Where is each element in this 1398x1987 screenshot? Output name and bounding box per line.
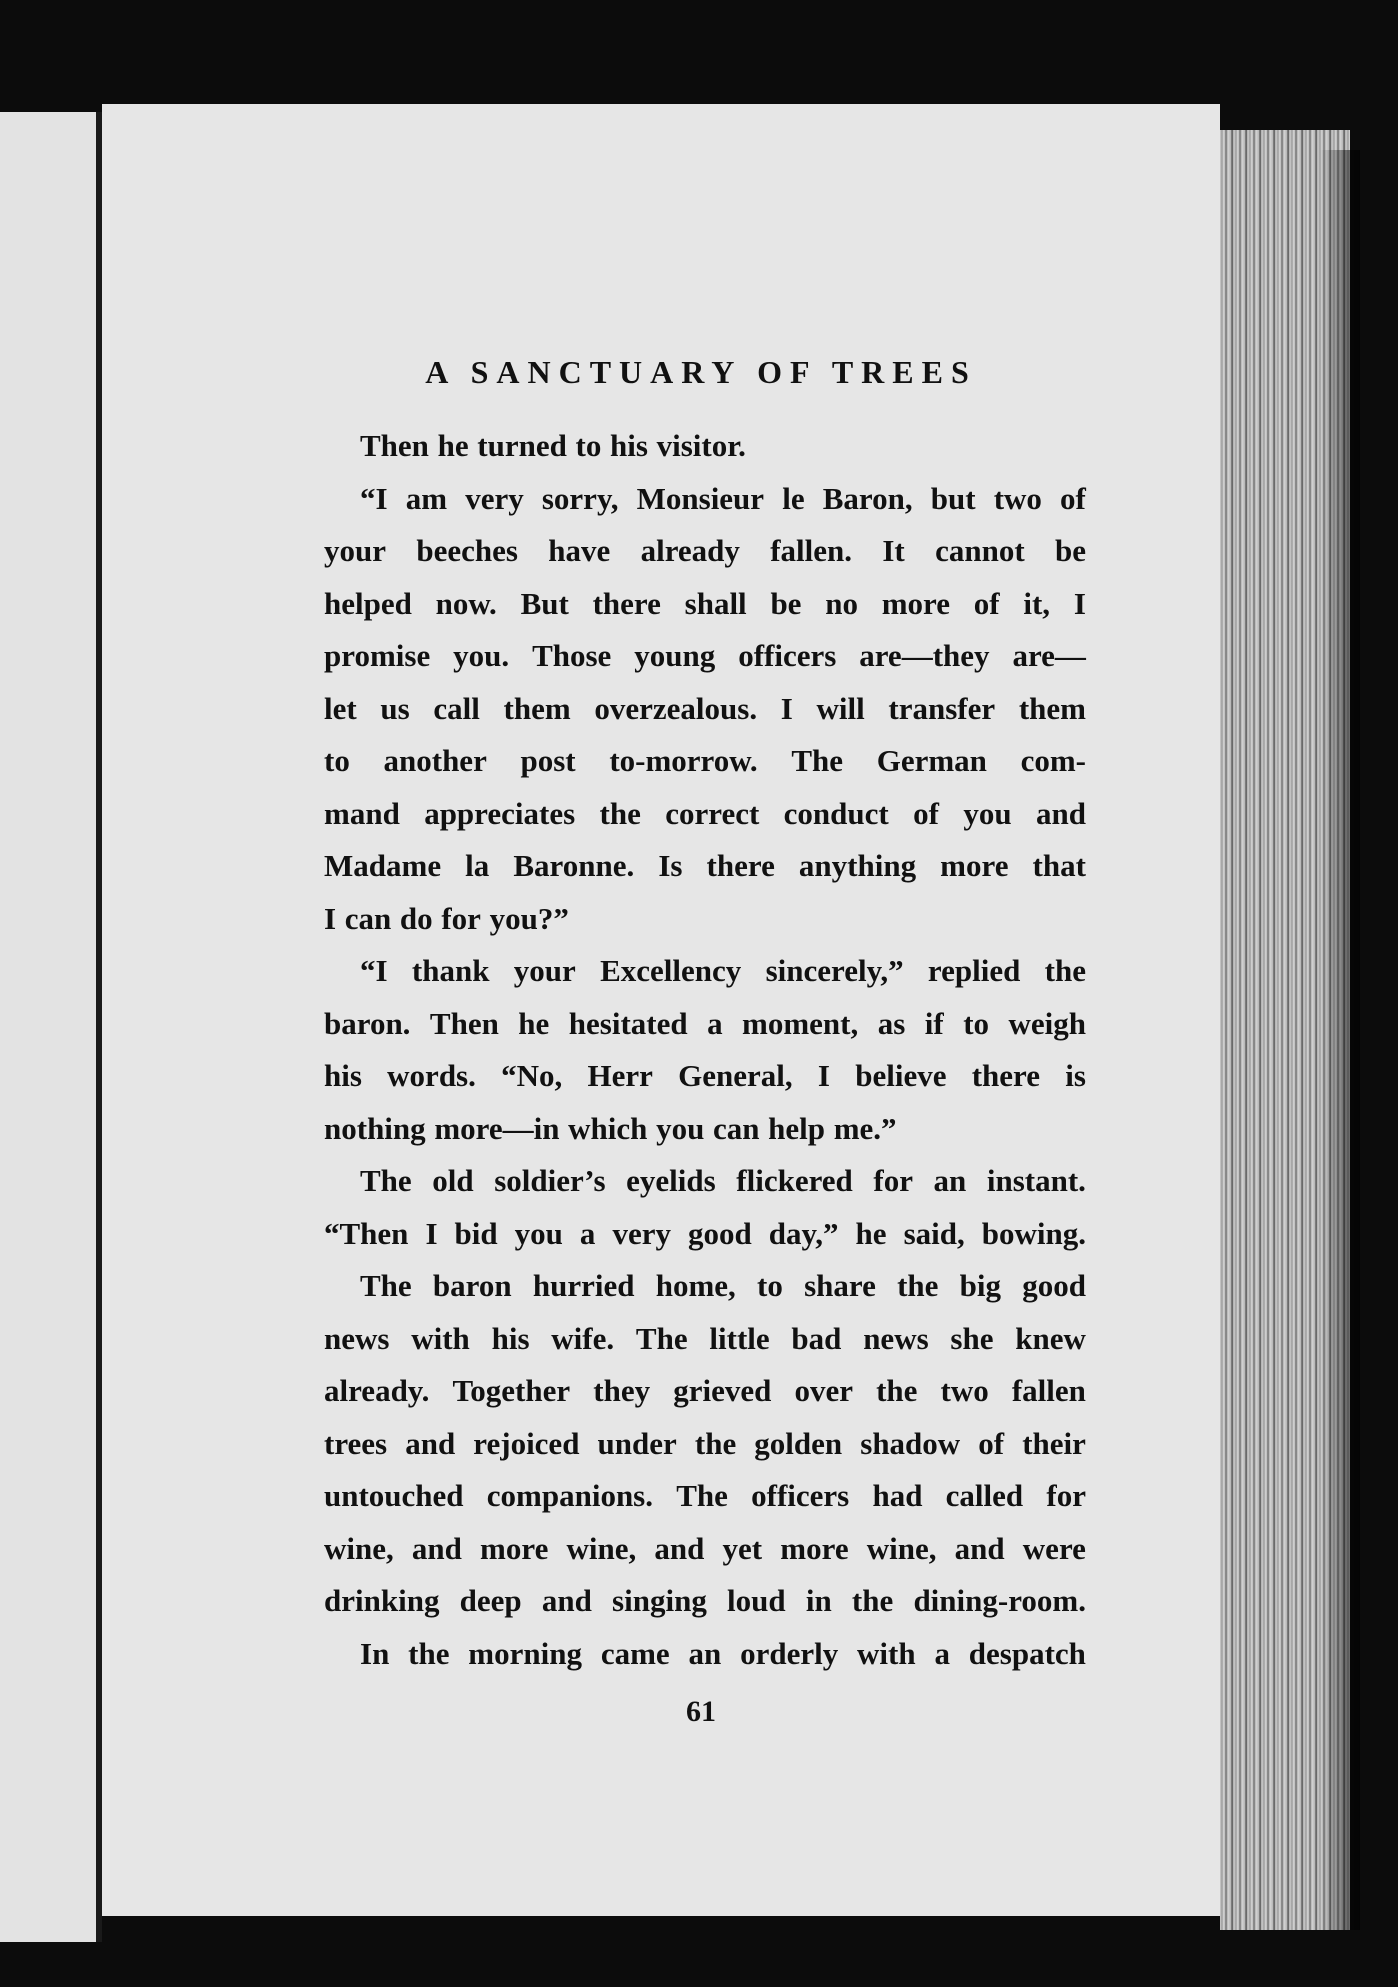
text-line: “I thank your Excellency sincerely,” replied the [360, 953, 1086, 988]
body-text [324, 420, 1086, 1680]
text-line: Madame la Baronne. Is there anything more that [324, 848, 1086, 883]
text-line: nothing more—in which you can help me.” [324, 1110, 897, 1146]
text-line: his words. “No, Herr General, I believe there is [324, 1058, 1086, 1093]
text-line: “I am very sorry, Monsieur le Baron, but two of [360, 480, 1086, 516]
text-line: news with his wife. The little bad news she knew [324, 1320, 1086, 1356]
page-number: 61 [686, 1695, 716, 1728]
text-line: In the morning came an orderly with a despatch [360, 1635, 1086, 1671]
text-line: untouched companions. The officers had called for [324, 1478, 1086, 1513]
text-line: baron. Then he hesitated a moment, as if to weigh [324, 1005, 1086, 1041]
text-line: already. Together they grieved over the two fallen [324, 1373, 1086, 1408]
text-line: wine, and more wine, and yet more wine, and were [324, 1530, 1086, 1566]
book-page [102, 104, 1220, 1916]
text-line: Then he turned to his visitor. [360, 428, 746, 463]
text-line: trees and rejoiced under the golden shadow of their [324, 1425, 1086, 1461]
text-line: to another post to-morrow. The German com- [324, 743, 1086, 778]
text-line: your beeches have already fallen. It cannot be [324, 533, 1086, 568]
text-line: I can do for you?” [324, 900, 569, 936]
text-line: helped now. But there shall be no more of it, I [324, 585, 1086, 621]
text-line: promise you. Those young officers are—they are— [324, 638, 1086, 673]
text-line: The old soldier’s eyelids flickered for an instant. [360, 1163, 1086, 1198]
text-line: let us call them overzealous. I will transfer them [324, 690, 1086, 726]
text-line: The baron hurried home, to share the big good [360, 1268, 1086, 1303]
text-line: “Then I bid you a very good day,” he said, bowing. [324, 1215, 1086, 1251]
text-line: drinking deep and singing loud in the dining-room. [324, 1583, 1086, 1618]
text-line: mand appreciates the correct conduct of you and [324, 795, 1086, 831]
running-head: A SANCTUARY OF TREES [425, 354, 977, 390]
left-page-edge [0, 112, 98, 1942]
page-stack-shadow [1320, 150, 1360, 1930]
